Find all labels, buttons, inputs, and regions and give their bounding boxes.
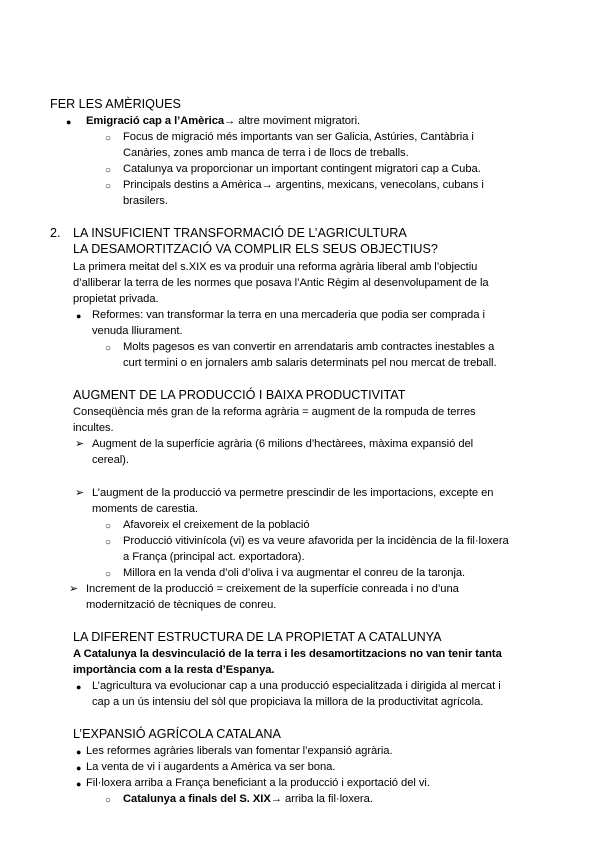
bullet-dot: ● <box>66 117 72 127</box>
list-item-text: Afavoreix el creixement de la població <box>123 519 310 531</box>
section-title-property: LA DIFERENT ESTRUCTURA DE LA PROPIETAT A CATALUNYA <box>73 630 442 644</box>
paragraph-text: propietat privada. <box>73 293 159 305</box>
bold-statement: A Catalunya la desvinculació de la terra i les desamortitzacions no van tenir tanta <box>73 648 502 660</box>
list-item-text: Focus de migració més importants van ser Galicia, Astúries, Cantàbria i <box>123 131 474 143</box>
list-item-text: modernització de tècniques de conreu. <box>86 599 277 611</box>
bullet-emigration <box>86 114 360 129</box>
bullet-dot: ● <box>76 763 82 773</box>
paragraph-text: Conseqüència més gran de la reforma agrària = augment de la rompuda de terres <box>73 406 476 418</box>
section-title-expansion: L’EXPANSIÓ AGRÍCOLA CATALANA <box>73 727 281 741</box>
section-subtitle-desamortitzacio: LA DESAMORTITZACIÓ VA COMPLIR ELS SEUS OBJECTIUS? <box>73 242 438 256</box>
bullet-dot: ● <box>76 779 82 789</box>
list-item-text: Reformes: van transformar la terra en una mercaderia que podia ser comprada i <box>92 309 485 321</box>
list-item-text: Molts pagesos es van convertir en arrendataris amb contractes inestables a <box>123 341 495 353</box>
arrow-bullet-icon: ➢ <box>75 487 85 499</box>
arrow-bullet-icon: ➢ <box>75 438 85 450</box>
bullet-ring: ○ <box>105 165 112 176</box>
bullet-dot: ● <box>76 747 82 757</box>
section-title-agriculture: LA INSUFICIENT TRANSFORMACIÓ DE L’AGRICULTURA <box>73 226 407 240</box>
bullet-ring: ○ <box>105 521 112 532</box>
paragraph-text: d’alliberar la terra de les normes que posava l’Antic Règim al desenvolupament de la <box>73 277 489 289</box>
list-item-text: Principals destins a Amèrica→ argentins, mexicans, venecolans, cubans i <box>123 179 484 191</box>
list-item-text: Augment de la superfície agrària (6 milions d’hectàrees, màxima expansió del <box>92 438 474 450</box>
bullet-ring: ○ <box>105 795 112 806</box>
bullet-dot: ● <box>76 311 82 321</box>
list-item-text: L’agricultura va evolucionar cap a una producció especialitzada i dirigida al mercat i <box>92 680 501 692</box>
list-item-text: brasilers. <box>123 195 168 207</box>
list-item-text: a França (principal act. exportadora). <box>123 551 305 563</box>
list-item-text: Catalunya va proporcionar un important contingent migratori cap a Cuba. <box>123 163 481 175</box>
section-title-americas: FER LES AMÈRIQUES <box>50 97 181 111</box>
list-item-text: cap a un ús intensiu del sòl que propiciava la millora de la productivitat agrícola. <box>92 696 484 708</box>
list-item-text: cereal). <box>92 454 129 466</box>
paragraph-text: incultes. <box>73 422 114 434</box>
list-item-text: Les reformes agràries liberals van fomentar l’expansió agrària. <box>86 745 393 757</box>
finals-rest: → arriba la fil·loxera. <box>270 793 373 805</box>
emigration-bold: Emigració cap a l’Amèrica <box>86 115 225 127</box>
bullet-ring: ○ <box>105 343 112 354</box>
list-item-text: Millora en la venda d’oli d’oliva i va augmentar el conreu de la taronja. <box>123 567 466 579</box>
bold-statement: importància com a la resta d’Espanya. <box>73 664 275 676</box>
list-item-text: venuda lliurament. <box>92 325 183 337</box>
list-item-text: moments de carestia. <box>92 503 198 515</box>
emigration-rest: → altre moviment migratori. <box>224 115 361 127</box>
list-item-text: Producció vitivinícola (vi) es va veure afavorida per la incidència de la fil·loxera <box>123 535 509 547</box>
finals-bold: Catalunya a finals del S. XIX <box>123 793 271 805</box>
bullet-dot: ● <box>76 682 82 692</box>
section-number: 2. <box>50 226 61 240</box>
section-title-production: AUGMENT DE LA PRODUCCIÓ I BAIXA PRODUCTIVITAT <box>73 388 406 402</box>
list-item-text: La venta de vi i augardents a Amèrica va ser bona. <box>86 761 336 773</box>
list-item-text: curt termini o en jornalers amb salaris determinats pel nou mercat de treball. <box>123 357 497 369</box>
list-item-text: Fil·loxera arriba a França beneficiant a la producció i exportació del vi. <box>86 777 430 789</box>
bullet-ring: ○ <box>105 181 112 192</box>
list-item-text: Canàries, zones amb manca de terra i de llocs de treballs. <box>123 147 409 159</box>
bullet-ring: ○ <box>105 537 112 548</box>
paragraph-text: La primera meitat del s.XIX es va produir una reforma agrària liberal amb l’objectiu <box>73 261 478 273</box>
arrow-bullet-icon: ➢ <box>69 583 79 595</box>
list-item-text: Increment de la producció = creixement de la superfície conreada i no d’una <box>86 583 459 595</box>
list-item-finals <box>123 792 373 807</box>
list-item-text: L’augment de la producció va permetre prescindir de les importacions, excepte en <box>92 487 494 499</box>
bullet-ring: ○ <box>105 569 112 580</box>
bullet-ring: ○ <box>105 133 112 144</box>
